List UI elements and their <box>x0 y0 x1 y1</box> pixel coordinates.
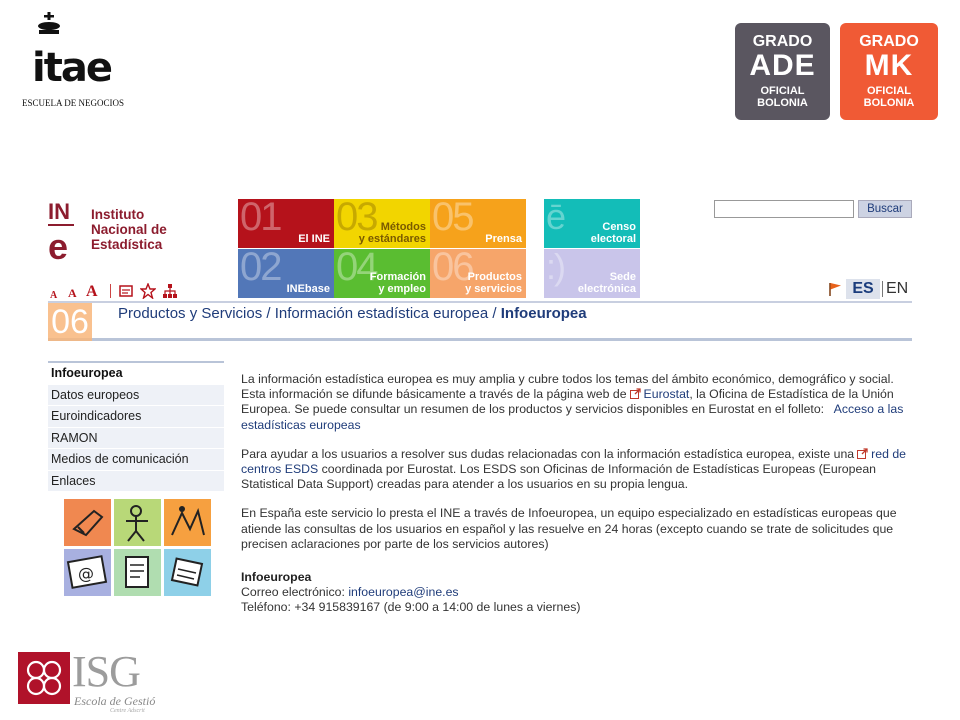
tile-label: Censo electoral <box>590 221 636 245</box>
grado-mk-badge[interactable] <box>840 23 938 120</box>
search-button[interactable]: Buscar <box>858 200 912 218</box>
breadcrumb-informacion-link[interactable]: Información estadística europea <box>274 305 489 322</box>
tile-label: Prensa <box>485 233 522 245</box>
grado-official: OFICIAL <box>760 85 805 97</box>
section-title-bar <box>48 301 912 341</box>
breadcrumb <box>118 305 587 323</box>
svg-text:@: @ <box>78 564 94 583</box>
illustration-email-icon <box>64 549 111 596</box>
illustration-hand-icon <box>64 499 111 546</box>
grado-ade-badge[interactable] <box>735 23 830 120</box>
tile-prensa[interactable]: 05 Prensa <box>430 199 526 248</box>
tile-sede-electronica[interactable]: :) Sede electrónica <box>544 249 640 298</box>
grado-ade-title: ADE <box>749 49 816 82</box>
grado-official: OFICIAL <box>867 85 911 97</box>
illustration-grid <box>64 499 214 597</box>
language-selector <box>828 279 912 299</box>
tile-metodos[interactable]: 03 Métodos y estándares <box>334 199 430 248</box>
font-size-large-button[interactable]: A <box>86 283 98 300</box>
font-size-small-button[interactable]: A <box>50 290 58 301</box>
tile-inebase[interactable]: 02 INEbase <box>238 249 334 298</box>
sitemap-icon[interactable] <box>162 283 178 299</box>
tile-censo-electoral[interactable]: ē Censo electoral <box>544 199 640 248</box>
illustration-papers-icon <box>164 549 211 596</box>
eurostat-link[interactable]: Eurostat <box>643 387 690 402</box>
ine-logo[interactable] <box>48 199 188 261</box>
grado-label: GRADO <box>752 33 813 50</box>
illustration-meeting-icon <box>164 499 211 546</box>
isg-subtitle-small: Centre Adscrit <box>110 708 145 714</box>
tile-productos[interactable]: 06 Productos y servicios <box>430 249 526 298</box>
accessibility-toolbar <box>50 281 190 301</box>
language-en-button[interactable]: EN <box>886 280 909 297</box>
toolbar-divider <box>110 284 111 298</box>
section-badge: 06 <box>48 303 92 341</box>
breadcrumb-separator: / <box>262 305 275 322</box>
contact-heading: Infoeuropea <box>241 570 312 585</box>
breadcrumb-current: Infoeuropea <box>500 305 587 322</box>
esds-network-link[interactable]: red de centros ESDS <box>241 446 907 477</box>
sidebar-item-medios[interactable]: Medios de comunicación <box>48 449 224 471</box>
content-paragraph: En España este servicio lo presta el INE a través de Infoeuropea, un equipo especializado en estadísticas europeas que atiende las consultas de los usuarios en español y las resuelve en 24 horas (excepto cuando se trate de solicitudes que precisen aclaraciones por parte de los servicios autores) <box>241 506 897 551</box>
print-icon[interactable] <box>118 283 134 299</box>
illustration-person-icon <box>114 499 161 546</box>
sidebar-item-infoeuropea[interactable]: Infoeuropea <box>48 363 224 385</box>
sidebar-item-enlaces[interactable]: Enlaces <box>48 471 224 493</box>
tile-el-ine[interactable]: 01 El INE <box>238 199 334 248</box>
itae-wordmark: itae <box>32 45 111 91</box>
email-link[interactable]: infoeuropea@ine.es <box>348 585 459 600</box>
crown-icon <box>36 12 62 38</box>
tile-label: Productos y servicios <box>465 271 522 295</box>
tile-formacion[interactable]: 04 Formación y empleo <box>334 249 430 298</box>
ine-name: Instituto Nacional de Estadística <box>91 207 167 252</box>
isg-subtitle: Escola de Gestió <box>74 694 156 708</box>
isg-logo <box>18 647 158 714</box>
sidebar-item-euroindicadores[interactable]: Euroindicadores <box>48 406 224 428</box>
tile-label: Formación y empleo <box>369 271 426 295</box>
isg-wordmark: ISG <box>72 647 140 696</box>
favorite-icon[interactable] <box>140 283 156 299</box>
external-link-icon <box>630 388 641 399</box>
content-paragraph: La información estadística europea es muy amplia y cubre todos los temas del ámbito económico, demográfico y social. Esta información se difunde básicamente a través de la página web de Eurostat, la Oficina de Estadística de la Unión Europea. Se puede consultar un resumen de los productos y servicios disponibles en Eurostat en el folleto: Acceso a las estadísticas europeas <box>241 372 904 432</box>
breadcrumb-separator: / <box>488 305 501 322</box>
tile-label: Métodos y estándares <box>358 221 426 245</box>
acceso-estadisticas-link[interactable]: Acceso a las estadísticas europeas <box>241 402 904 432</box>
breadcrumb-productos-link[interactable]: Productos y Servicios <box>118 305 263 322</box>
search-input[interactable] <box>714 200 854 218</box>
tile-label: Sede electrónica <box>577 271 636 295</box>
sidebar-item-datos-europeos[interactable]: Datos europeos <box>48 385 224 407</box>
grado-mk-title: MK <box>864 49 914 82</box>
sidebar-nav <box>48 361 224 492</box>
sidebar-item-ramon[interactable]: RAMON <box>48 428 224 450</box>
content-paragraph: Para ayudar a los usuarios a resolver sus dudas relacionadas con la información estadística europea, existe una red de centros ESDS coordinada por Eurostat. Los ESDS son Oficinas de Información de Estadísticas Europeas (European Statistical Data Support) creadas para atender a los usuarios en su propia lengua. <box>241 446 907 492</box>
ine-mark-icon <box>48 199 78 261</box>
flag-icon <box>828 282 842 296</box>
contact-phone: Teléfono: +34 915839167 (de 9:00 a 14:00 de lunes a viernes) <box>241 600 581 615</box>
itae-logo <box>22 12 125 112</box>
grado-bolonia: BOLONIA <box>757 97 808 109</box>
font-size-medium-button[interactable]: A <box>68 286 77 300</box>
tile-label: INEbase <box>286 283 330 295</box>
tile-label: El INE <box>298 233 330 245</box>
grado-bolonia: BOLONIA <box>863 97 915 109</box>
grado-label: GRADO <box>859 33 919 50</box>
ine-webpage <box>48 195 912 625</box>
main-content <box>241 372 907 616</box>
language-divider <box>882 281 883 297</box>
language-es-button[interactable]: ES <box>846 279 880 299</box>
isg-mark-icon <box>18 652 70 704</box>
svg-text:e: e <box>48 226 69 261</box>
svg-text:IN: IN <box>48 199 70 224</box>
contact-email-line: Correo electrónico: infoeuropea@ine.es <box>241 585 459 600</box>
illustration-document-icon <box>114 549 161 596</box>
itae-subtitle: ESCUELA DE NEGOCIOS <box>22 98 125 108</box>
external-link-icon <box>857 448 868 459</box>
